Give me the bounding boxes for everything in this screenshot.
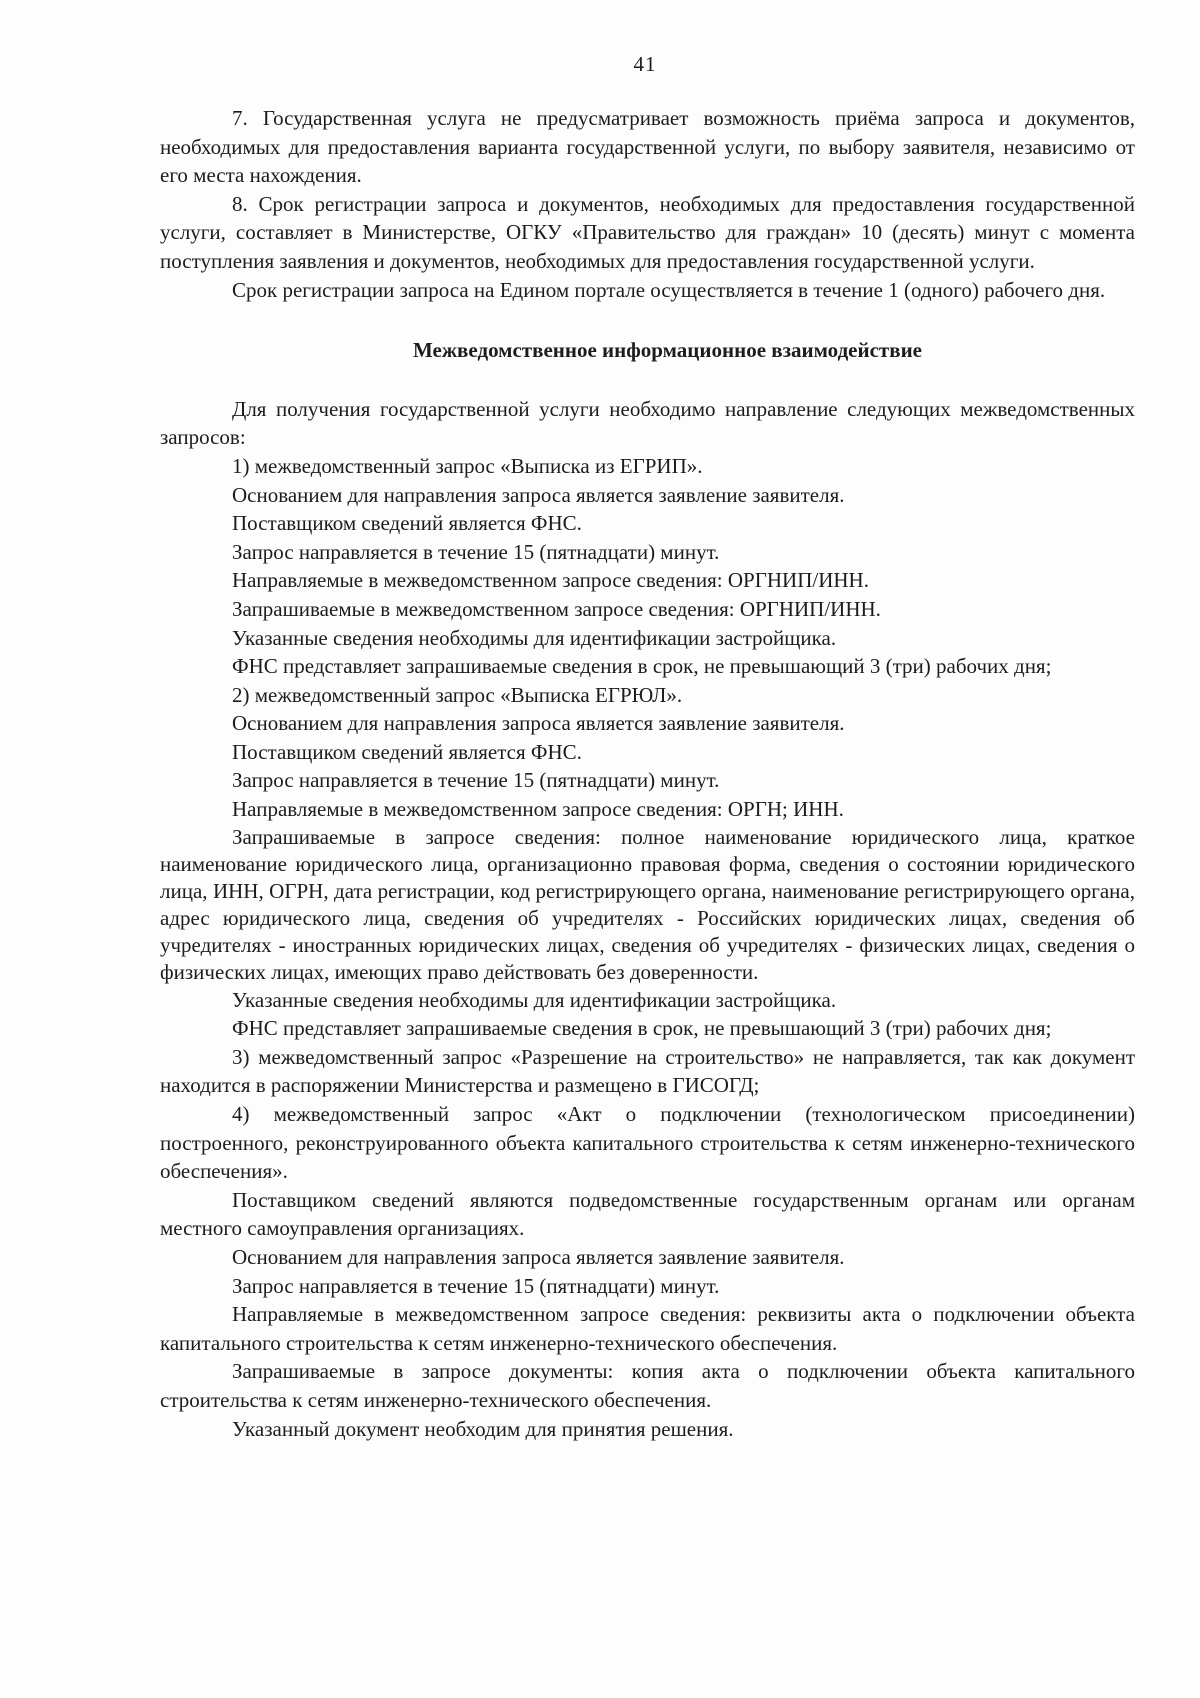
request4-title: 4) межведомственный запрос «Акт о подключении (технологическом присоединении) построенного, реконструированного объекта капитального строительства к сетям инженерно-технического обеспечения».	[160, 1102, 1135, 1184]
request2-sent-data: Направляемые в межведомственном запросе сведения: ОРГН; ИНН.	[232, 797, 844, 822]
request1-requested-data: Запрашиваемые в межведомственном запросе сведения: ОРГНИП/ИНН.	[232, 596, 881, 621]
request2-purpose: Указанные сведения необходимы для идентификации застройщика.	[232, 987, 837, 1012]
request4-basis: Основанием для направления запроса является заявление заявителя.	[232, 1245, 845, 1269]
request4-sent-data: Направляемые в межведомственном запросе сведения: реквизиты акта о подключении объекта капитального строительства к сетям инженерно-технического обеспечения.	[160, 1302, 1135, 1355]
request2-title: 2) межведомственный запрос «Выписка ЕГРЮЛ».	[232, 682, 683, 707]
request4-requested-docs: Запрашиваемые в запросе документы: копия акта о подключении объекта капитального строительства к сетям инженерно-технического обеспечения.	[160, 1359, 1135, 1412]
request1-basis: Основанием для направления запроса является заявление заявителя.	[232, 482, 845, 507]
request1-purpose: Указанные сведения необходимы для идентификации застройщика.	[232, 625, 837, 650]
paragraph-item-7: 7. Государственная услуга не предусматривает возможность приёма запроса и документов, необходимых для предоставления варианта государственной услуги, по выбору заявителя, независимо от его места нахождения.	[160, 106, 1135, 188]
request1-sent-data: Направляемые в межведомственном запросе сведения: ОРГНИП/ИНН.	[232, 568, 869, 593]
section-heading: Межведомственное информационное взаимодействие	[412, 338, 923, 363]
request2-deadline: ФНС представляет запрашиваемые сведения в срок, не превышающий 3 (три) рабочих дня;	[232, 1016, 1052, 1041]
paragraph-item-8: 8. Срок регистрации запроса и документов, необходимых для предоставления государственной услуги, составляет в Министерстве, ОГКУ «Правительство для граждан» 10 (десять) минут с момента поступления заявления и документов, необходимых для предоставления государственной услуги.	[160, 191, 1135, 273]
request4-timing: Запрос направляется в течение 15 (пятнадцати) минут.	[232, 1273, 720, 1298]
request4-purpose: Указанный документ необходим для принятия решения.	[232, 1416, 734, 1441]
request2-basis: Основанием для направления запроса является заявление заявителя.	[232, 711, 845, 736]
page-number: 41	[633, 52, 657, 76]
document-body	[160, 104, 1135, 1443]
request3-paragraph: 3) межведомственный запрос «Разрешение на строительство» не направляется, так как документ находится в распоряжении Министерства и размещено в ГИСОГД;	[160, 1044, 1135, 1098]
request2-supplier: Поставщиком сведений является ФНС.	[232, 739, 582, 764]
request1-deadline: ФНС представляет запрашиваемые сведения в срок, не превышающий 3 (три) рабочих дня;	[232, 654, 1052, 679]
request1-timing: Запрос направляется в течение 15 (пятнадцати) минут.	[232, 539, 720, 564]
request2-timing: Запрос направляется в течение 15 (пятнадцати) минут.	[232, 768, 720, 793]
request4-supplier: Поставщиком сведений являются подведомственные государственным органам или органам местного самоуправления организациях.	[160, 1187, 1135, 1241]
paragraph-intro: Для получения государственной услуги необходимо направление следующих межведомственных запросов:	[160, 396, 1135, 450]
paragraph-registration-portal: Срок регистрации запроса на Едином портале осуществляется в течение 1 (одного) рабочего дня.	[232, 277, 1106, 302]
request2-requested-data: Запрашиваемые в запросе сведения: полное наименование юридического лица, краткое наименование юридического лица, организационно правовая форма, сведения о состоянии юридического лица, ИНН, ОГРН, дата регистрации, код регистрирующего органа, наименование регистрирующего органа, адрес юридического лица, сведения об учредителях - Российских юридических лицах, сведения об учредителях - иностранных юридических лицах, сведения об учредителях - физических лицах, сведения о физических лицах, имеющих право действовать без доверенности.	[160, 824, 1135, 984]
request1-title: 1) межведомственный запрос «Выписка из ЕГРИП».	[232, 453, 703, 478]
request1-supplier: Поставщиком сведений является ФНС.	[232, 511, 582, 536]
